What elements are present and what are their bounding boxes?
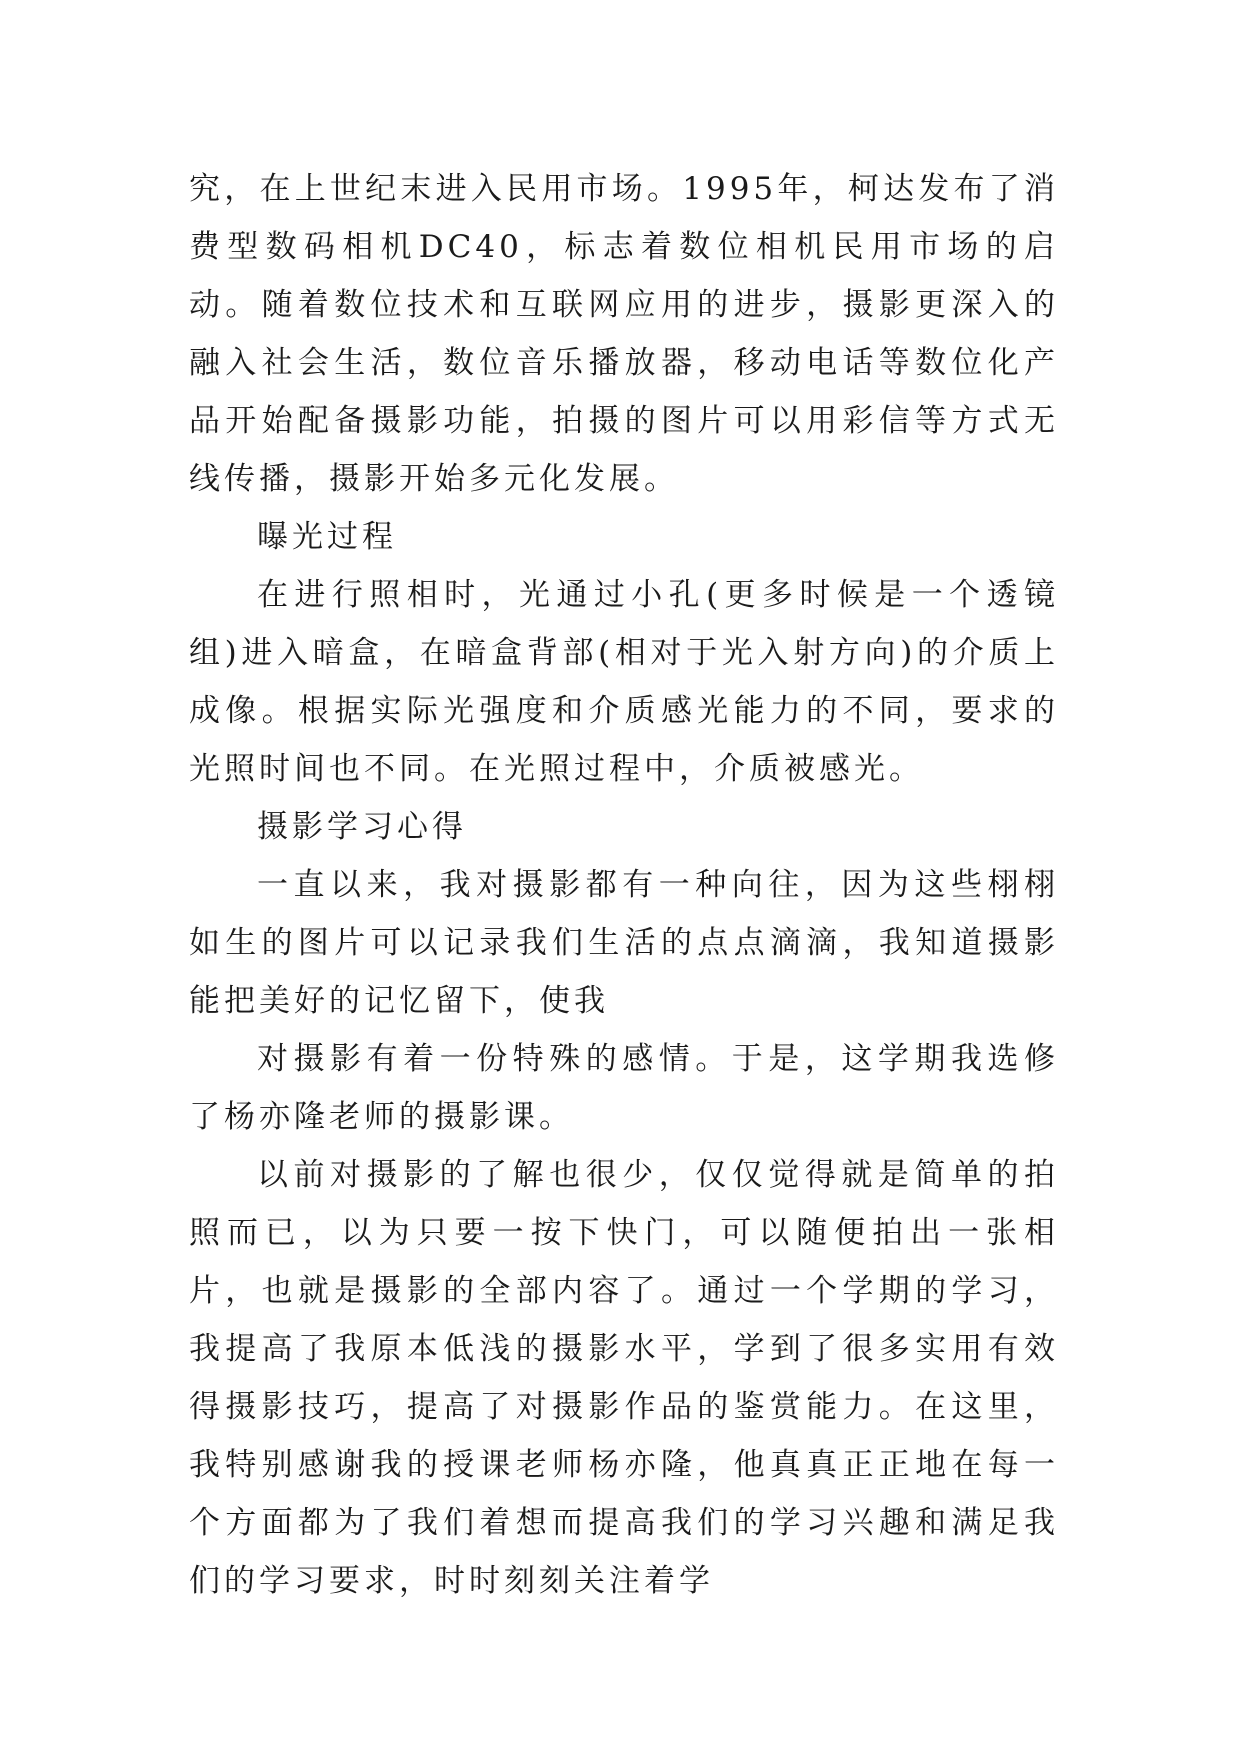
paragraph-course: 对摄影有着一份特殊的感情。于是，这学期我选修了杨亦隆老师的摄影课。 <box>189 1041 1059 1135</box>
document-body <box>189 160 1059 1610</box>
paragraph-learning: 以前对摄影的了解也很少，仅仅觉得就是简单的拍照而已，以为只要一按下快门，可以随便拍出一张相片，也就是摄影的全部内容了。通过一个学期的学习，我提高了我原本低浅的摄影水平，学到了很多实用有效得摄影技巧，提高了对摄影作品的鉴赏能力。在这里，我特别感谢我的授课老师杨亦隆，他真真正正地在每一个方面都为了我们着想而提高我们的学习兴趣和满足我们的学习要求，时时刻刻关注着学 <box>189 1157 1059 1599</box>
paragraph-exposure-process: 在进行照相时，光通过小孔(更多时候是一个透镜组)进入暗盒，在暗盒背部(相对于光入射方向)的介质上成像。根据实际光强度和介质感光能力的不同，要求的光照时间也不同。在光照过程中，介质被感光。 <box>189 577 1059 787</box>
paragraph-longing: 一直以来，我对摄影都有一种向往，因为这些栩栩如生的图片可以记录我们生活的点点滴滴，我知道摄影能把美好的记忆留下，使我 <box>189 867 1059 1019</box>
paragraph-digital-history: 究，在上世纪末进入民用市场。1995年，柯达发布了消费型数码相机DC40，标志着数位相机民用市场的启动。随着数位技术和互联网应用的进步，摄影更深入的融入社会生活，数位音乐播放器，移动电话等数位化产品开始配备摄影功能，拍摄的图片可以用彩信等方式无线传播，摄影开始多元化发展。 <box>189 171 1059 497</box>
section-heading-study-notes: 摄影学习心得 <box>257 809 467 845</box>
section-heading-exposure: 曝光过程 <box>257 519 397 555</box>
